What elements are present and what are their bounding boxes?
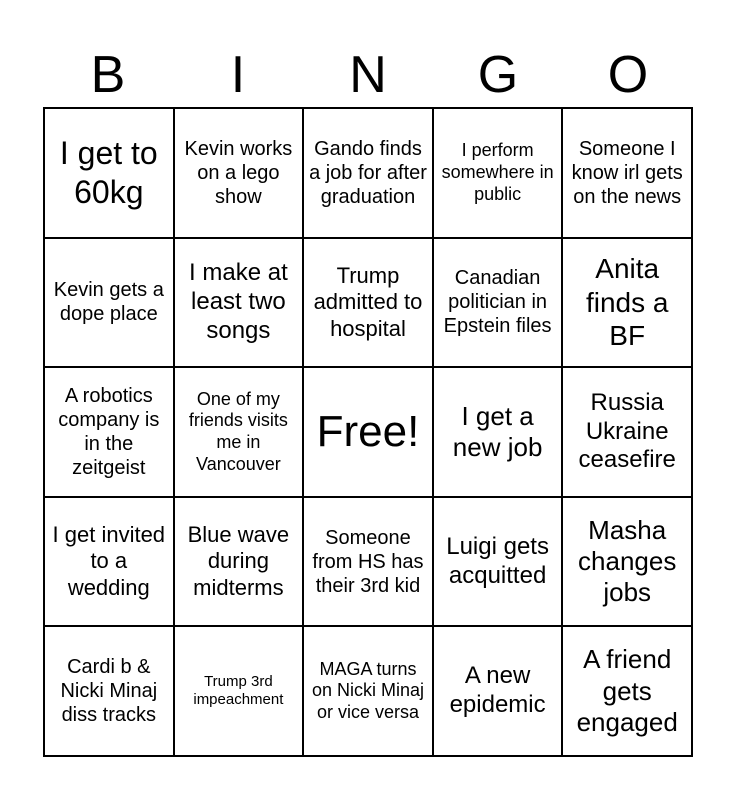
header-letter-i: I <box>230 46 246 104</box>
bingo-cell[interactable]: One of my friends visits me in Vancouver <box>174 367 304 497</box>
bingo-cell[interactable]: A friend gets engaged <box>562 626 692 756</box>
bingo-cell[interactable]: Anita finds a BF <box>562 238 692 368</box>
free-space[interactable]: Free! <box>303 367 433 497</box>
bingo-cell[interactable]: Blue wave during midterms <box>174 497 304 627</box>
header-letter-g: G <box>477 46 519 104</box>
bingo-cell[interactable]: Someone I know irl gets on the news <box>562 108 692 238</box>
bingo-cell[interactable]: A robotics company is in the zeitgeist <box>44 367 174 497</box>
bingo-cell[interactable]: Trump 3rd impeachment <box>174 626 304 756</box>
bingo-cell[interactable]: I get to 60kg <box>44 108 174 238</box>
bingo-cell[interactable]: I get a new job <box>433 367 563 497</box>
bingo-cell[interactable]: MAGA turns on Nicki Minaj or vice versa <box>303 626 433 756</box>
bingo-cell[interactable]: Cardi b & Nicki Minaj diss tracks <box>44 626 174 756</box>
bingo-cell[interactable]: Luigi gets acquitted <box>433 497 563 627</box>
bingo-cell[interactable]: I make at least two songs <box>174 238 304 368</box>
bingo-cell[interactable]: Gando finds a job for after graduation <box>303 108 433 238</box>
header-letter-b: B <box>90 46 126 104</box>
bingo-cell[interactable]: Canadian politician in Epstein files <box>433 238 563 368</box>
header-letter-n: N <box>349 46 387 104</box>
bingo-cell[interactable]: Russia Ukraine ceasefire <box>562 367 692 497</box>
header-letter-o: O <box>607 46 649 104</box>
bingo-cell[interactable]: Someone from HS has their 3rd kid <box>303 497 433 627</box>
bingo-header <box>43 44 693 106</box>
bingo-card <box>43 107 693 757</box>
bingo-cell[interactable]: A new epidemic <box>433 626 563 756</box>
bingo-cell[interactable]: Kevin works on a lego show <box>174 108 304 238</box>
bingo-cell[interactable]: I perform somewhere in public <box>433 108 563 238</box>
bingo-cell[interactable]: Kevin gets a dope place <box>44 238 174 368</box>
bingo-cell[interactable]: I get invited to a wedding <box>44 497 174 627</box>
bingo-cell[interactable]: Masha changes jobs <box>562 497 692 627</box>
bingo-cell[interactable]: Trump admitted to hospital <box>303 238 433 368</box>
